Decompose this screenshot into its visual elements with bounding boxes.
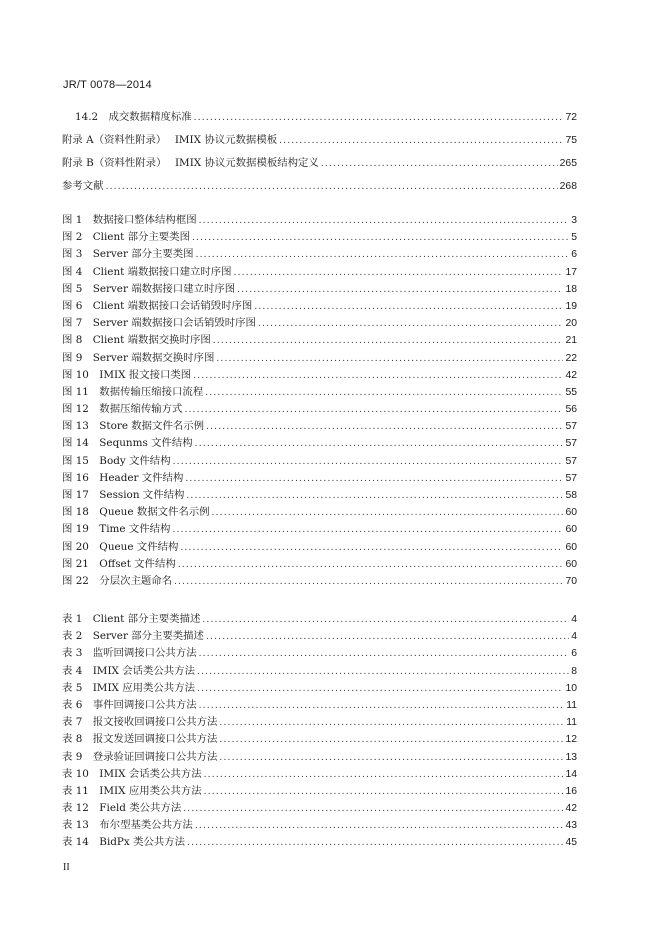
dot-leader — [204, 787, 564, 797]
figure-entry[interactable] — [62, 434, 577, 451]
table-entry-page-number: 13 — [565, 751, 577, 763]
toc-entry-label: 14.2 成交数据精度标准 — [75, 111, 192, 123]
figure-entry-page-number: 60 — [565, 558, 577, 570]
figure-entry-label: 图 11 数据传输压缩接口流程 — [62, 385, 204, 398]
table-entry-page-number: 6 — [571, 648, 577, 660]
table-entry-label: 表 13 布尔型基类公共方法 — [62, 819, 193, 832]
table-entry-page-number: 4 — [571, 631, 577, 643]
dot-leader — [213, 336, 564, 346]
toc-entry[interactable] — [62, 154, 577, 177]
table-entry-label: 表 3 监听回调接口公共方法 — [62, 647, 197, 660]
figure-entry-label: 图 17 Session 文件结构 — [62, 489, 185, 501]
dot-leader — [216, 354, 563, 364]
figure-entry[interactable] — [62, 503, 577, 520]
figure-entry-page-number: 20 — [565, 318, 577, 330]
dot-leader — [237, 285, 563, 295]
figure-entry-label: 图 2 Client 部分主要类图 — [62, 231, 190, 244]
figure-entry-label: 图 5 Server 端数据接口建立时序图 — [62, 282, 236, 295]
toc-entry-page-number: 75 — [565, 135, 577, 146]
figure-entry[interactable] — [62, 383, 577, 400]
table-entry[interactable] — [62, 679, 577, 696]
dot-leader — [173, 457, 564, 467]
table-entry[interactable] — [62, 696, 577, 713]
table-entry-label: 表 6 事件回调接口公共方法 — [62, 698, 197, 711]
table-entry[interactable] — [62, 748, 577, 765]
table-entry-page-number: 45 — [565, 837, 577, 849]
figure-entry-page-number: 60 — [565, 507, 577, 519]
figure-entry[interactable] — [62, 228, 577, 245]
table-entry[interactable] — [62, 833, 577, 850]
table-entry-label: 表 8 报文发送回调接口公共方法 — [62, 733, 218, 746]
table-entry-page-number: 12 — [565, 734, 577, 746]
dot-leader — [196, 250, 570, 260]
table-entry[interactable] — [62, 816, 577, 833]
dot-leader — [180, 543, 563, 553]
figure-entry-label: 图 22 分层次主题命名 — [62, 574, 173, 587]
dot-leader — [279, 136, 563, 146]
dot-leader — [199, 216, 570, 226]
figure-entry-page-number: 6 — [571, 249, 577, 261]
figure-entry[interactable] — [62, 314, 577, 331]
figure-entry[interactable] — [62, 245, 577, 262]
dot-leader — [197, 667, 569, 677]
dot-leader — [219, 718, 564, 728]
figure-entry-label: 图 21 Offset 文件结构 — [62, 557, 176, 570]
table-entry-label: 表 14 BidPx 类公共方法 — [62, 836, 186, 849]
figure-entry-page-number: 3 — [571, 215, 577, 226]
figure-entry-label: 图 14 Sequnms 文件结构 — [62, 437, 193, 450]
table-entry-label: 表 1 Client 部分主要类描述 — [62, 613, 201, 625]
table-entry-page-number: 42 — [565, 803, 577, 815]
figure-entry-label: 图 12 数据压缩传输方式 — [62, 403, 183, 416]
table-entry[interactable] — [62, 765, 577, 782]
figure-entry-page-number: 5 — [571, 232, 577, 244]
table-entry-page-number: 16 — [565, 785, 577, 797]
table-entry-label: 表 5 IMIX 应用类公共方法 — [62, 681, 195, 694]
toc-main-section — [62, 108, 577, 200]
toc-entry-label: 附录 B（资料性附录） IMIX 协议元数据模板结构定义 — [62, 157, 319, 169]
figure-entry[interactable] — [62, 297, 577, 314]
figure-entry[interactable] — [62, 417, 577, 434]
table-entry-label: 表 2 Server 部分主要类描述 — [62, 630, 204, 643]
figure-entry-label: 图 1 数据接口整体结构框图 — [62, 214, 197, 226]
figure-entry-label: 图 19 Time 文件结构 — [62, 523, 171, 536]
figure-entry[interactable] — [62, 349, 577, 366]
figure-entry-page-number: 21 — [565, 335, 577, 347]
dot-leader — [187, 838, 563, 848]
table-entry-page-number: 43 — [565, 820, 577, 832]
figure-entry[interactable] — [62, 486, 577, 503]
table-entry-page-number: 4 — [571, 614, 577, 625]
figure-entry-page-number: 42 — [565, 369, 577, 381]
dot-leader — [186, 491, 563, 501]
table-list-section — [62, 610, 577, 851]
dot-leader — [172, 525, 563, 535]
dot-leader — [106, 182, 558, 192]
dot-leader — [258, 319, 564, 329]
table-entry[interactable] — [62, 730, 577, 747]
figure-entry[interactable] — [62, 400, 577, 417]
dot-leader — [185, 474, 563, 484]
dot-leader — [219, 753, 563, 763]
dot-leader — [192, 233, 569, 243]
toc-entry[interactable] — [62, 108, 577, 131]
figure-entry-page-number: 22 — [565, 352, 577, 364]
dot-leader — [197, 684, 563, 694]
figure-entry-label: 图 8 Client 端数据交换时序图 — [62, 334, 211, 347]
table-entry-label: 表 12 Field 类公共方法 — [62, 802, 182, 815]
figure-entry-label: 图 10 IMIX 报文接口类图 — [62, 368, 192, 381]
table-entry[interactable] — [62, 610, 577, 627]
figure-entry-page-number: 58 — [565, 490, 577, 501]
table-entry-page-number: 11 — [566, 699, 577, 711]
table-entry[interactable] — [62, 627, 577, 644]
figure-entry-page-number: 60 — [565, 524, 577, 536]
dot-leader — [254, 302, 563, 312]
figure-entry-label: 图 3 Server 部分主要类图 — [62, 248, 194, 261]
figure-entry-page-number: 57 — [565, 472, 577, 484]
dot-leader — [234, 268, 564, 278]
table-entry[interactable] — [62, 713, 577, 730]
figure-entry-page-number: 56 — [565, 404, 577, 416]
dot-leader — [195, 821, 564, 831]
dot-leader — [206, 422, 563, 432]
document-header-id: JR/T 0078—2014 — [63, 79, 152, 91]
figure-entry[interactable] — [62, 572, 577, 589]
figure-entry-page-number: 19 — [565, 300, 577, 312]
dot-leader — [184, 405, 563, 415]
figure-entry[interactable] — [62, 555, 577, 572]
dot-leader — [321, 159, 558, 169]
figure-entry-label: 图 4 Client 端数据接口建立时序图 — [62, 265, 232, 278]
table-entry[interactable] — [62, 644, 577, 661]
figure-entry-page-number: 57 — [565, 438, 577, 450]
figure-entry-label: 图 16 Header 文件结构 — [62, 471, 184, 484]
table-entry[interactable] — [62, 782, 577, 799]
table-entry-label: 表 4 IMIX 会话类公共方法 — [62, 664, 195, 677]
dot-leader — [178, 560, 564, 570]
figure-entry[interactable] — [62, 280, 577, 297]
figure-entry[interactable] — [62, 452, 577, 469]
figure-entry-page-number: 55 — [565, 386, 577, 398]
figure-entry-label: 图 18 Queue 数据文件名示例 — [62, 506, 210, 519]
dot-leader — [183, 804, 563, 814]
figure-entry-label: 图 7 Server 端数据接口会话销毁时序图 — [62, 317, 256, 330]
dot-leader — [174, 577, 563, 587]
figure-entry-page-number: 17 — [565, 266, 577, 278]
figure-entry[interactable] — [62, 520, 577, 537]
figure-entry[interactable] — [62, 263, 577, 280]
figure-entry-label: 图 13 Store 数据文件名示例 — [62, 420, 205, 433]
dot-leader — [202, 615, 569, 625]
figure-entry-page-number: 57 — [565, 421, 577, 433]
table-entry-label: 表 9 登录验证回调接口公共方法 — [62, 750, 218, 763]
figure-entry[interactable] — [62, 538, 577, 555]
figure-list-section — [62, 211, 577, 589]
figure-entry[interactable] — [62, 331, 577, 348]
dot-leader — [199, 649, 570, 659]
figure-entry-label: 图 6 Client 端数据接口会话销毁时序图 — [62, 299, 253, 312]
figure-entry-page-number: 18 — [565, 283, 577, 295]
dot-leader — [205, 388, 563, 398]
dot-leader — [212, 508, 564, 518]
figure-entry-page-number: 60 — [565, 541, 577, 553]
table-entry-label: 表 10 IMIX 会话类公共方法 — [62, 767, 202, 780]
figure-entry-page-number: 57 — [565, 455, 577, 467]
figure-entry[interactable] — [62, 469, 577, 486]
toc-entry-label: 参考文献 — [62, 180, 104, 192]
toc-entry-page-number: 268 — [559, 181, 577, 192]
dot-leader — [199, 701, 565, 711]
dot-leader — [195, 439, 564, 449]
table-entry-label: 表 11 IMIX 应用类公共方法 — [62, 784, 202, 797]
dot-leader — [204, 770, 564, 780]
figure-entry-label: 图 15 Body 文件结构 — [62, 454, 171, 467]
figure-entry-label: 图 20 Queue 文件结构 — [62, 540, 179, 553]
page-number-footer: II — [63, 862, 70, 873]
table-entry-page-number: 11 — [566, 717, 577, 729]
table-entry[interactable] — [62, 799, 577, 816]
figure-entry-label: 图 9 Server 端数据交换时序图 — [62, 351, 215, 364]
table-entry-page-number: 14 — [565, 768, 577, 780]
toc-entry-label: 附录 A（资料性附录） IMIX 协议元数据模板 — [62, 134, 278, 146]
dot-leader — [194, 113, 564, 123]
dot-leader — [219, 735, 563, 745]
table-entry-page-number: 8 — [571, 665, 577, 677]
toc-entry[interactable] — [62, 131, 577, 154]
figure-entry-page-number: 70 — [565, 575, 577, 587]
figure-entry[interactable] — [62, 211, 577, 228]
table-entry-page-number: 10 — [565, 682, 577, 694]
table-entry-label: 表 7 报文接收回调接口公共方法 — [62, 716, 218, 729]
toc-entry-page-number: 72 — [565, 112, 577, 123]
toc-entry-page-number: 265 — [559, 158, 577, 169]
figure-entry[interactable] — [62, 366, 577, 383]
dot-leader — [193, 371, 563, 381]
dot-leader — [206, 632, 569, 642]
table-entry[interactable] — [62, 662, 577, 679]
toc-entry[interactable] — [62, 177, 577, 200]
